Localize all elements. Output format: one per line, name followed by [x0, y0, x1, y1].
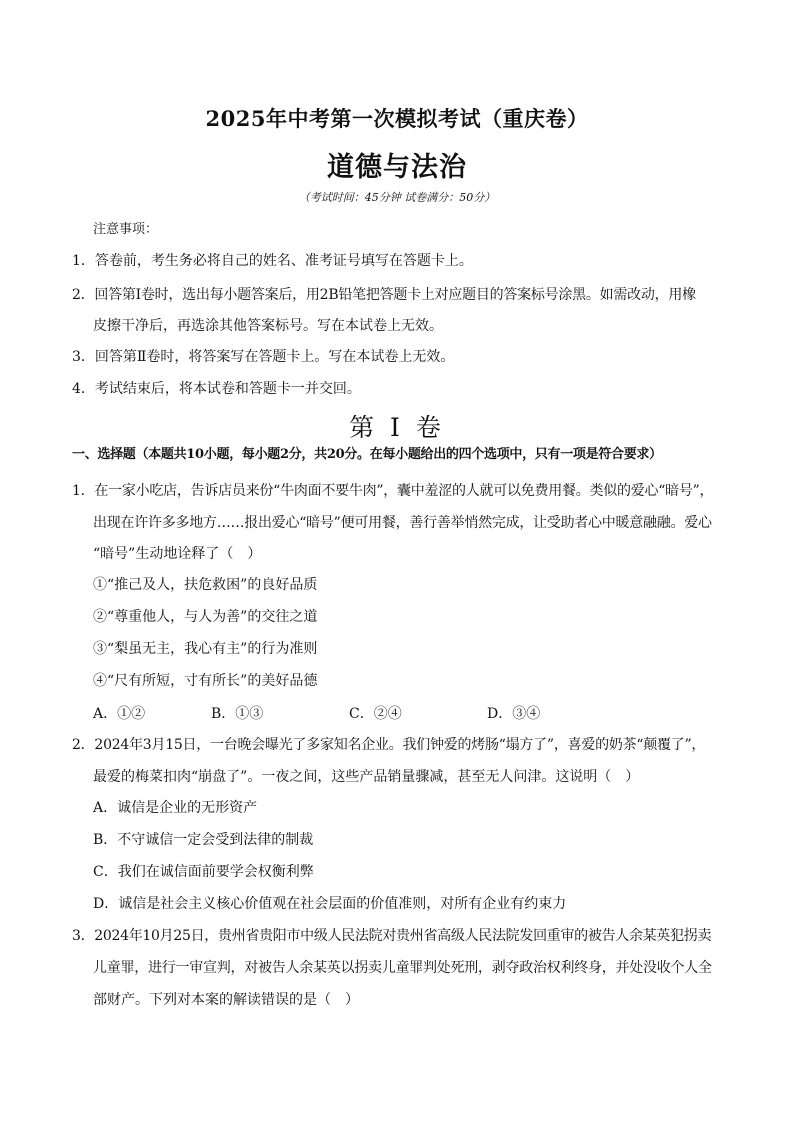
- question-1-option-c[interactable]: C．②④: [349, 706, 402, 722]
- question-1-statement: ④“尺有所短，寸有所长”的美好品德: [93, 673, 318, 689]
- question-2-option-c[interactable]: C．我们在诚信面前要学会权衡利弊: [93, 864, 314, 880]
- question-1-statement: ②“尊重他人，与人为善”的交往之道: [93, 609, 318, 625]
- volume-title: 第 I 卷: [349, 413, 445, 442]
- subject-title: 道德与法治: [327, 152, 467, 183]
- question-1-statement: ③“梨虽无主，我心有主”的行为准则: [93, 641, 318, 657]
- exam-info: （考试时间：45分钟 试卷满分：50分）: [298, 191, 496, 204]
- question-3-line: 部财产。下列对本案的解读错误的是（ ）: [93, 992, 359, 1008]
- exam-title: 2025年中考第一次模拟考试（重庆卷）: [205, 106, 589, 131]
- question-1-option-d[interactable]: D．③④: [487, 706, 541, 722]
- question-1-line: 1．在一家小吃店，告诉店员来份“牛肉面不要牛肉”，囊中羞涩的人就可以免费用餐。类似的爱心“暗号”，: [72, 483, 714, 499]
- question-2-option-b[interactable]: B．不守诚信一定会受到法律的制裁: [93, 832, 314, 848]
- note-item: 1．答卷前，考生务必将自己的姓名、准考证号填写在答题卡上。: [72, 253, 473, 269]
- question-1-line: 出现在许许多多地方……报出爱心“暗号”便可用餐，善行善举悄然完成，让受助者心中暖意融融。爱心: [93, 515, 712, 531]
- question-2-option-a[interactable]: A．诚信是企业的无形资产: [93, 800, 258, 816]
- question-2-option-d[interactable]: D．诚信是社会主义核心价值观在社会层面的价值准则，对所有企业有约束力: [93, 896, 567, 912]
- notes-heading: 注意事项：: [93, 222, 159, 237]
- section-heading: 一、选择题（本题共10小题，每小题2分，共20分。在每小题给出的四个选项中，只有一项是符合要求）: [72, 447, 662, 462]
- note-item-continued: 皮擦干净后，再选涂其他答案标号。写在本试卷上无效。: [93, 318, 443, 334]
- question-1-option-b[interactable]: B．①③: [211, 706, 264, 722]
- note-item: 3．回答第Ⅱ卷时，将答案写在答题卡上。写在本试卷上无效。: [72, 349, 455, 365]
- question-1-line: “暗号”生动地诠释了（ ）: [93, 546, 262, 562]
- question-3-line: 3．2024年10月25日，贵州省贵阳市中级人民法院对贵州省高级人民法院发回重审的被告人余某英犯拐卖: [72, 928, 712, 944]
- question-2-line: 2．2024年3月15日，一台晚会曝光了多家知名企业。我们钟爱的烤肠“塌方了”，喜爱的奶茶“颠覆了”，: [72, 737, 706, 753]
- note-item: 4．考试结束后，将本试卷和答题卡一并交回。: [72, 381, 361, 397]
- question-1-option-a[interactable]: A．①②: [93, 706, 146, 722]
- note-item: 2．回答第Ⅰ卷时，选出每小题答案后，用2B铅笔把答题卡上对应题目的答案标号涂黑。如需改动，用橡: [72, 287, 696, 303]
- question-3-line: 儿童罪，进行一审宣判，对被告人余某英以拐卖儿童罪判处死刑，剥夺政治权利终身，并处没收个人全: [93, 960, 712, 976]
- question-2-line: 最爱的梅菜扣肉“崩盘了”。一夜之间，这些产品销量骤减，甚至无人问津。这说明（ ）: [93, 769, 640, 785]
- question-1-statement: ①“推己及人，扶危救困”的良好品质: [93, 577, 318, 593]
